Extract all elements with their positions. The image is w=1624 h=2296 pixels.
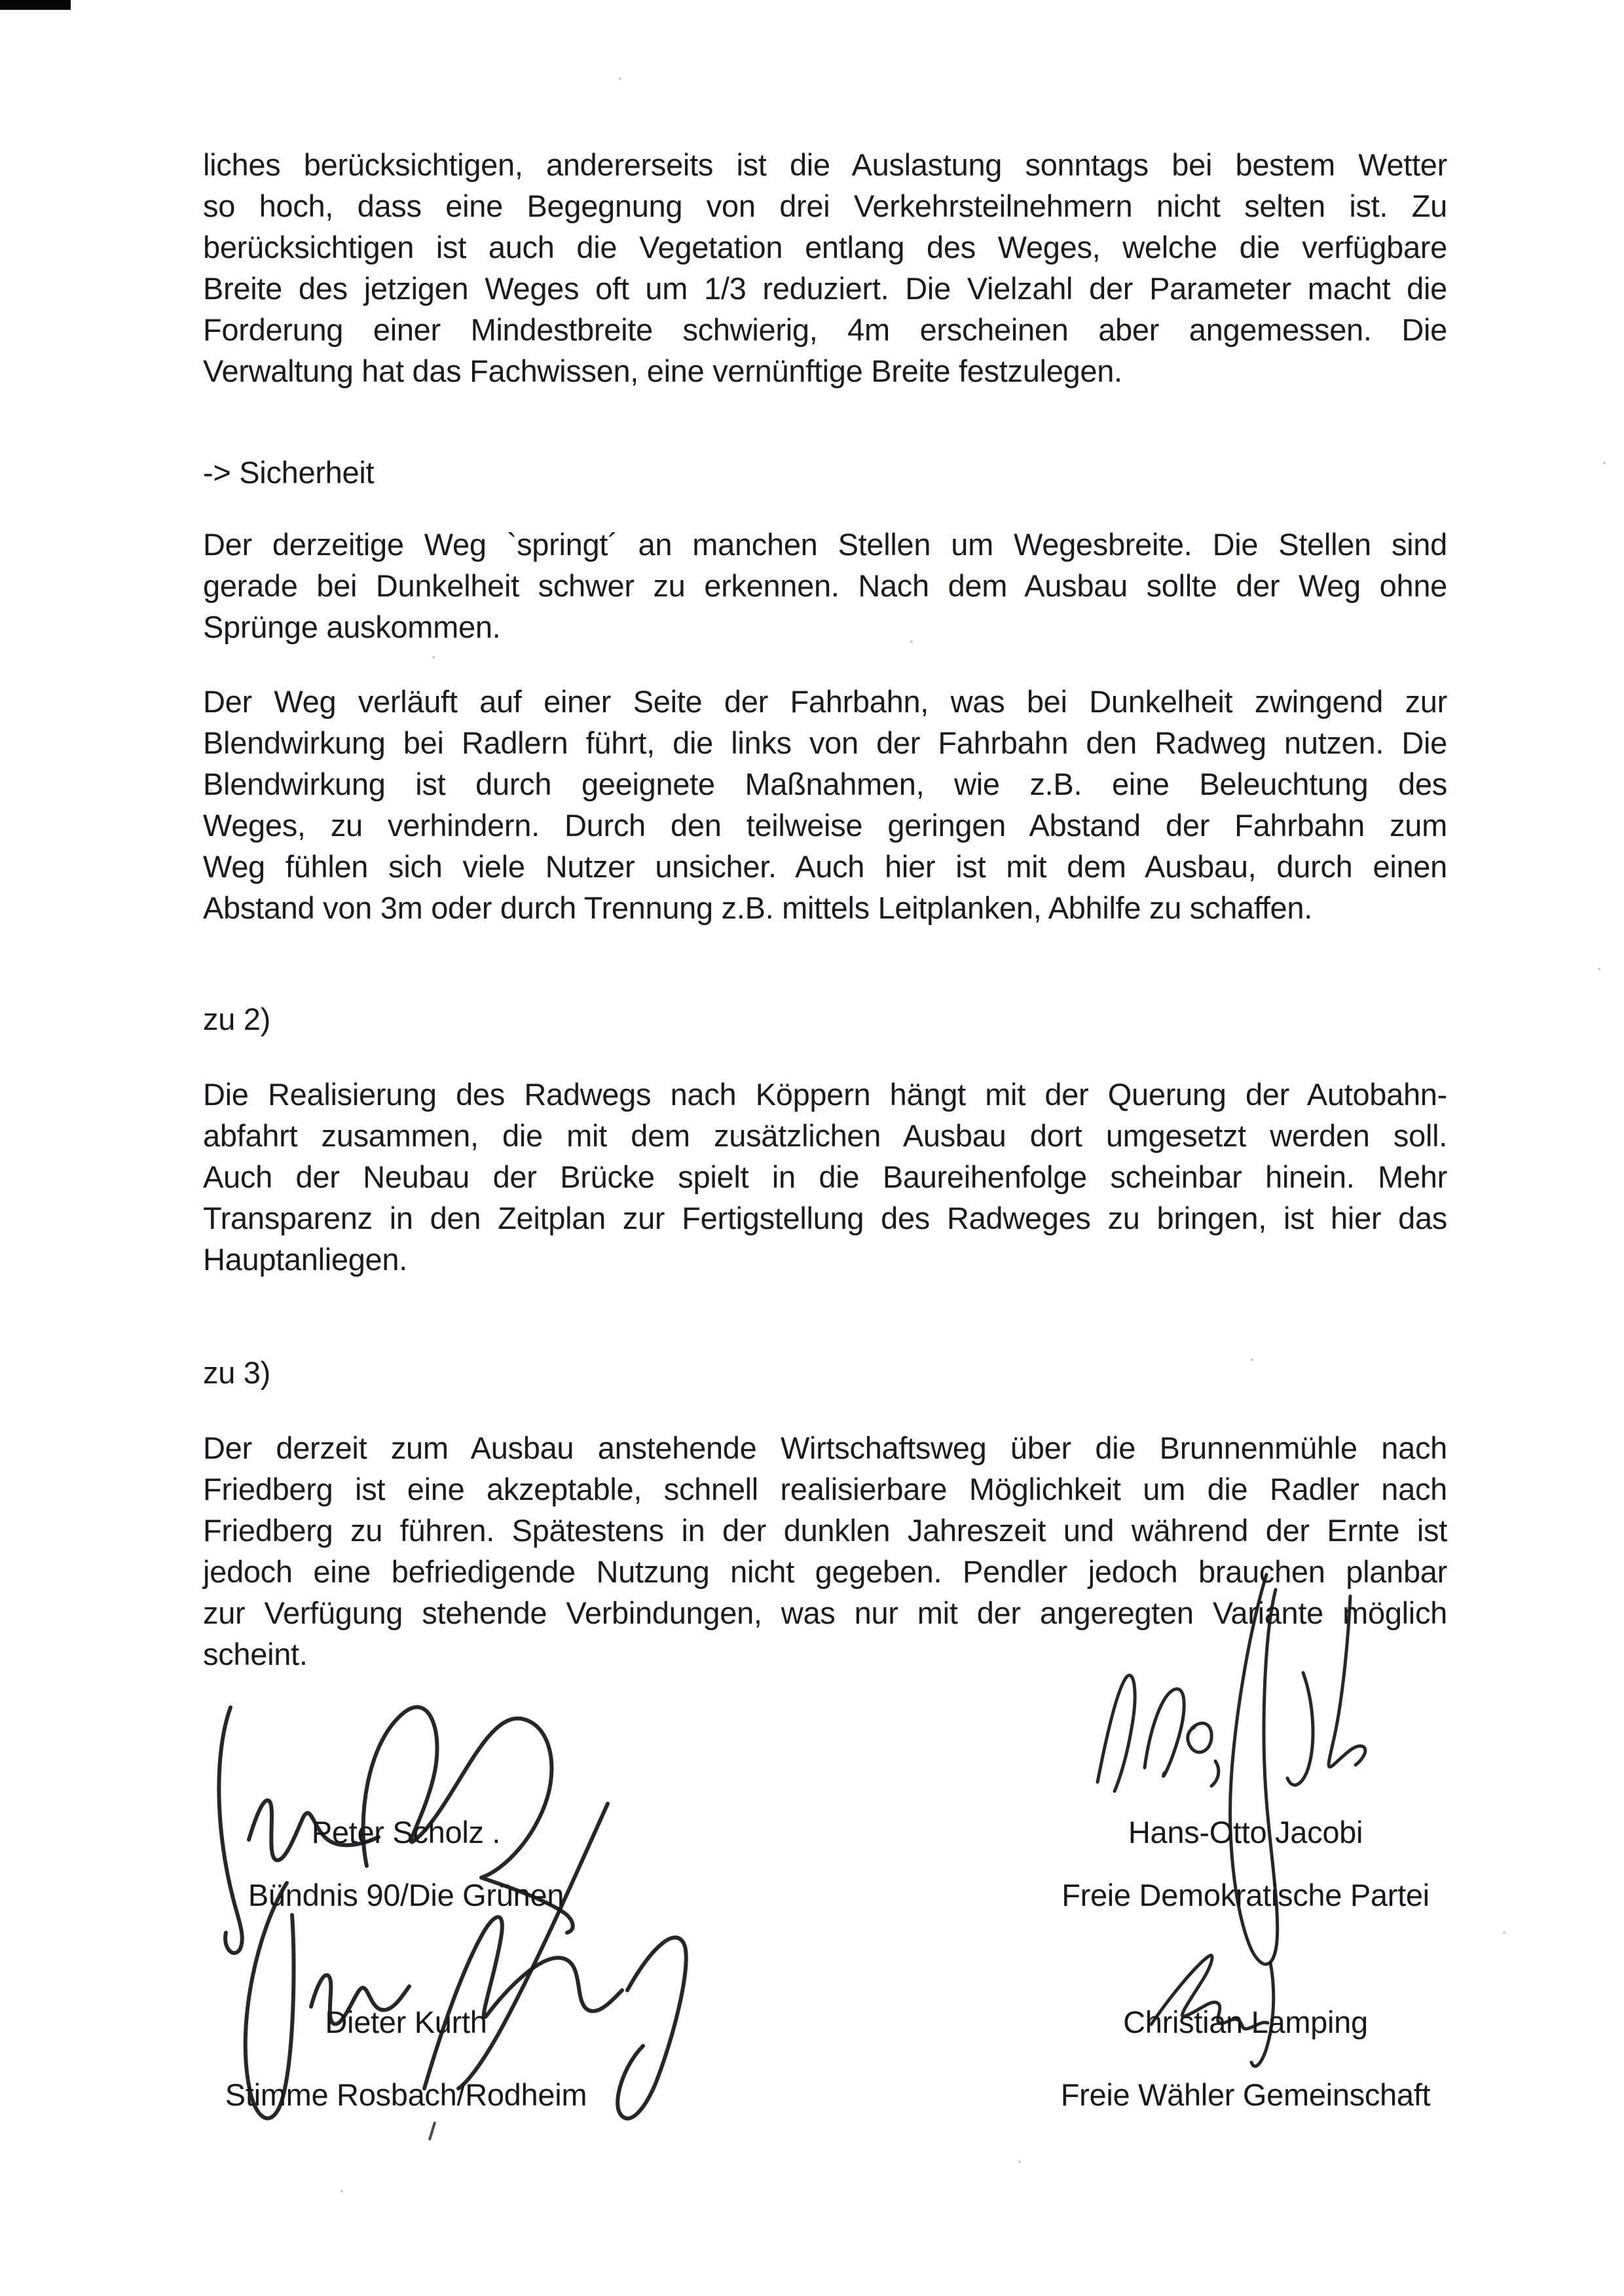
text-line: liches berücksichtigen, andererseits ist die Auslastung sonntags bei bestem Wetter [203, 147, 1447, 182]
text-line: Abstand von 3m oder durch Trennung z.B. mittels Leitplanken, Abhilfe zu schaffen. [203, 890, 1312, 925]
signatory-name-peter-scholz: Peter Scholz . [311, 1815, 501, 1850]
scan-corner-artifact [0, 0, 71, 10]
text-line: Der derzeitige Weg `springt´ an manchen Stellen um Wegesbreite. Die Stellen sind [203, 527, 1447, 562]
signatory-name-hans-otto-jacobi: Hans-Otto Jacobi [1128, 1815, 1363, 1850]
text-line: Der derzeit zum Ausbau anstehende Wirtschaftsweg über die Brunnenmühle nach [203, 1430, 1447, 1465]
scan-speckle [341, 2190, 343, 2193]
text-line: Transparenz in den Zeitplan zur Fertigstellung des Radweges zu bringen, ist hier das [203, 1201, 1447, 1235]
scan-speckle [1503, 1931, 1505, 1934]
stray-pen-mark [428, 2121, 437, 2141]
text-line: Die Realisierung des Radwegs nach Köppern hängt mit der Querung der Autobahn- [203, 1077, 1447, 1112]
text-line: Weges, zu verhindern. Durch den teilweise geringen Abstand der Fahrbahn zum [203, 808, 1447, 843]
paragraph-koeppern [203, 1074, 1447, 1280]
signatory-party-buendnis-gruene: Bündnis 90/Die Grünen [248, 1878, 564, 1912]
paragraph-path-width [203, 144, 1447, 392]
paragraph-brunnenmuehle [203, 1427, 1447, 1675]
text-line: Breite des jetzigen Weges oft um 1/3 reduziert. Die Vielzahl der Parameter macht die [203, 271, 1447, 306]
text-line: Blendwirkung ist durch geeignete Maßnahmen, wie z.B. eine Beleuchtung des [203, 767, 1447, 801]
text-line: zur Verfügung stehende Verbindungen, was nur mit der angeregten Variante möglich [203, 1595, 1447, 1630]
scan-speckle [432, 656, 435, 659]
text-line: Sprünge auskommen. [203, 610, 501, 644]
signatory-party-stimme-rosbach-rodheim: Stimme Rosbach/Rodheim [225, 2077, 587, 2112]
text-line: Blendwirkung bei Radlern führt, die links von der Fahrbahn den Radweg nutzen. Die [203, 725, 1447, 760]
text-line: Der Weg verläuft auf einer Seite der Fahrbahn, was bei Dunkelheit zwingend zur [203, 684, 1447, 719]
text-line: Weg fühlen sich viele Nutzer unsicher. Auch hier ist mit dem Ausbau, durch einen [203, 849, 1447, 884]
text-line: jedoch eine befriedigende Nutzung nicht gegeben. Pendler jedoch brauchen planbar [203, 1554, 1447, 1589]
signatory-name-christian-lamping: Christian Lamping [1123, 2005, 1368, 2039]
scan-speckle [1018, 2160, 1021, 2163]
heading-sicherheit: -> Sicherheit [203, 455, 375, 490]
text-line: scheint. [203, 1637, 308, 1671]
text-line: berücksichtigen ist auch die Vegetation entlang des Weges, welche die verfügbare [203, 230, 1447, 264]
text-line: Forderung einer Mindestbreite schwierig, 4m erscheinen aber angemessen. Die [203, 312, 1447, 347]
text-line: Friedberg zu führen. Spätestens in der dunklen Jahreszeit und während der Ernte ist [203, 1513, 1447, 1548]
scan-speckle [1598, 968, 1600, 970]
text-line: abfahrt zusammen, die mit dem zusätzlichen Ausbau dort umgesetzt werden soll. [203, 1118, 1447, 1153]
scan-speckle [1603, 462, 1606, 464]
signatory-party-freie-waehler: Freie Wähler Gemeinschaft [1060, 2077, 1431, 2112]
heading-zu-3: zu 3) [203, 1355, 270, 1390]
paragraph-blendwirkung [203, 681, 1447, 928]
heading-zu-2: zu 2) [203, 1002, 270, 1036]
text-line: Friedberg ist eine akzeptable, schnell realisierbare Möglichkeit um die Radler nach [203, 1472, 1447, 1506]
text-line: Verwaltung hat das Fachwissen, eine vernünftige Breite festzulegen. [203, 354, 1122, 388]
text-line: gerade bei Dunkelheit schwer zu erkennen. Nach dem Ausbau sollte der Weg ohne [203, 568, 1447, 603]
scan-speckle [619, 77, 621, 80]
paragraph-weg-springt [203, 524, 1447, 647]
text-line: Hauptanliegen. [203, 1242, 407, 1277]
signatory-party-fdp: Freie Demokratische Partei [1061, 1878, 1430, 1912]
text-line: so hoch, dass eine Begegnung von drei Verkehrsteilnehmern nicht selten ist. Zu [203, 189, 1447, 223]
signatory-name-dieter-kurth: Dieter Kurth [325, 2005, 487, 2039]
text-line: Auch der Neubau der Brücke spielt in die Baureihenfolge scheinbar hinein. Mehr [203, 1159, 1447, 1194]
